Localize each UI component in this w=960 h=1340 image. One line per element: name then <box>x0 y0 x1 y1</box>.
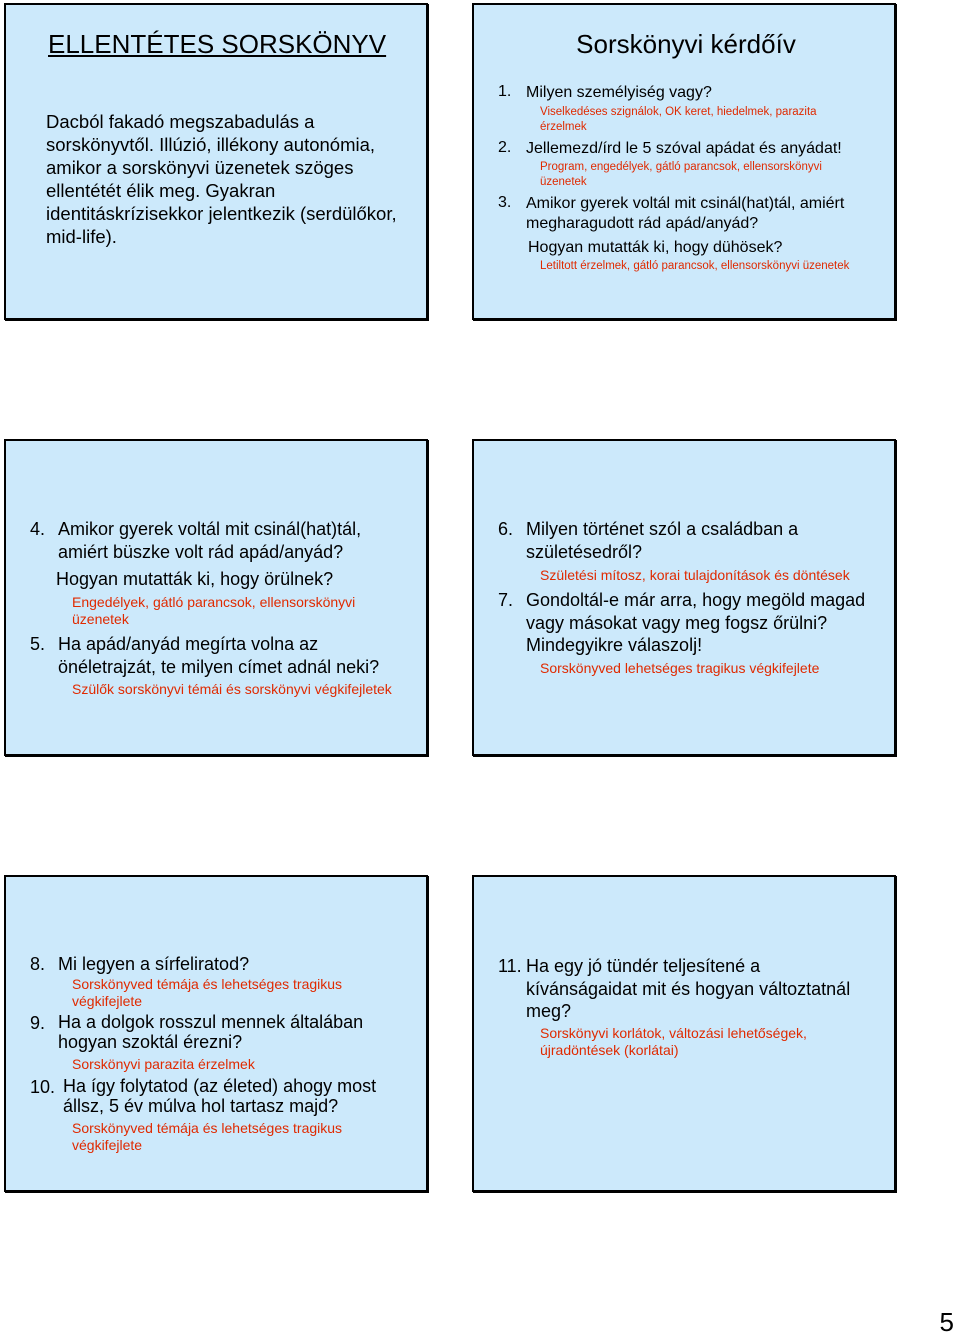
question-text: Jellemezd/írd le 5 szóval apádat és anyádat! <box>526 140 842 157</box>
slide-questions-6-7 <box>472 439 896 756</box>
question-text: Gondoltál-e már arra, hogy megöld magad vagy másokat vagy meg fogsz őrülni? Mindegyikre válaszolj! <box>526 590 866 655</box>
slide-title: Sorskönyvi kérdőív <box>576 29 796 59</box>
answer-note: Sorskönyvi korlátok, változási lehetőségek, újradöntések (korlátai) <box>540 1025 807 1058</box>
question-text: Ha a dolgok rosszul mennek általában hogyan szoktál érezni? <box>58 1012 364 1052</box>
question-text: Amikor gyerek voltál mit csinál(hat)tál, amiért megharagudott rád apád/anyád? <box>526 195 845 232</box>
item-number: 2. <box>498 139 512 156</box>
slide-ellentetes-sorskonyv <box>4 3 428 320</box>
item-number: 1. <box>498 83 512 100</box>
item-number: 3. <box>498 194 512 211</box>
item-number: 9. <box>30 1013 46 1033</box>
question-text: Milyen személyiség vagy? <box>526 84 712 101</box>
answer-note: Engedélyek, gátló parancsok, ellensorskönyvi üzenetek <box>72 594 356 627</box>
question-text: Ha egy jó tündér teljesítené a kívánságaidat mit és hogyan változtatnál meg? <box>526 956 851 1021</box>
answer-note: Sorskönyved lehetséges tragikus végkifejlete <box>540 660 820 676</box>
item-number: 10. <box>30 1077 56 1097</box>
answer-note: Szülők sorskönyvi témái és sorskönyvi végkifejletek <box>72 681 392 697</box>
answer-note: Születési mítosz, korai tulajdonítások és döntések <box>540 567 850 583</box>
question-text: Milyen történet szól a családban a születésedről? <box>526 519 799 562</box>
slide-question-11 <box>472 875 896 1192</box>
answer-note: Letiltott érzelmek, gátló parancsok, ellensorskönyvi üzenetek <box>540 260 850 272</box>
page-number: 5 <box>939 1307 954 1337</box>
item-number: 11. <box>498 956 522 976</box>
question-text: Mi legyen a sírfeliratod? <box>58 954 250 974</box>
item-number: 7. <box>498 590 514 610</box>
item-number: 6. <box>498 519 514 539</box>
item-number: 8. <box>30 954 46 974</box>
slide-body-text: Dacból fakadó megszabadulás a sorskönyvtől. Illúzió, illékony autonómia, amikor a sorskönyvi üzenetek szöges ellentétét élik meg. Gyakran identitáskrízisekkor jelentkezik (serdülőkor, mid-life). <box>46 111 397 247</box>
item-number: 5. <box>30 634 46 654</box>
slide-questions-4-5 <box>4 439 428 756</box>
question-text: Amikor gyerek voltál mit csinál(hat)tál, amiért büszke volt rád apád/anyád? <box>58 519 362 562</box>
answer-note: Program, engedélyek, gátló parancsok, ellensorskönyvi üzenetek <box>540 161 822 188</box>
answer-note: Sorskönyved témája és lehetséges tragikus végkifejlete <box>72 1120 343 1153</box>
question-text: Ha apád/anyád megírta volna az önéletrajzát, te milyen címet adnál neki? <box>58 634 380 677</box>
answer-note: Viselkedéses szignálok, OK keret, hiedelmek, parazita érzelmek <box>540 106 817 133</box>
question-followup: Hogyan mutatták ki, hogy dühösek? <box>528 239 783 256</box>
slide-sorskonyvi-kerdoiv <box>472 3 896 320</box>
question-text: Ha így folytatod (az életed) ahogy most állsz, 5 év múlva hol tartasz majd? <box>63 1076 377 1116</box>
question-followup: Hogyan mutatták ki, hogy örülnek? <box>56 569 334 589</box>
slide-title: ELLENTÉTES SORSKÖNYV <box>48 29 387 59</box>
answer-note: Sorskönyved témája és lehetséges tragikus végkifejlete <box>72 976 343 1009</box>
slide-questions-8-10 <box>4 875 428 1192</box>
answer-note: Sorskönyvi parazita érzelmek <box>72 1056 255 1072</box>
item-number: 4. <box>30 519 46 539</box>
